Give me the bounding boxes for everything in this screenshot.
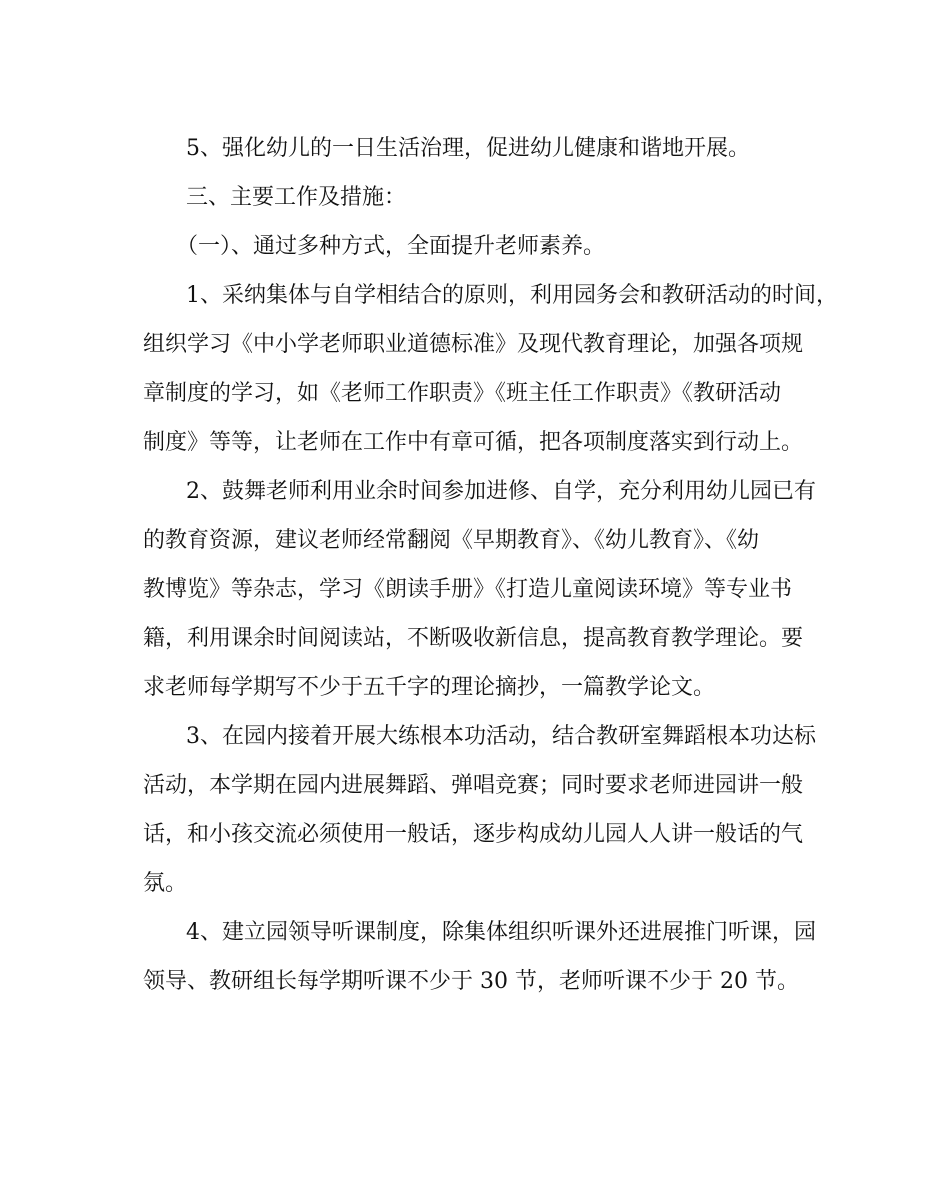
paragraph-2-line-2: 的教育资源，建议老师经常翻阅《早期教育》、《幼儿教育》、《幼: [143, 528, 760, 553]
section-heading: 三、主要工作及措施：: [186, 185, 407, 210]
paragraph-3-line-1: 3、在园内接着开展大练根本功活动，结合教研室舞蹈根本功达标: [186, 724, 816, 749]
paragraph-item-5: 5、强化幼儿的一日生活治理，促进幼儿健康和谐地开展。: [186, 136, 750, 161]
paragraph-4-line-1: 4、建立园领导听课制度，除集体组织听课外还进展推门听课，园: [186, 920, 816, 945]
paragraph-2-line-5: 求老师每学期写不少于五千字的理论摘抄，一篇教学论文。: [143, 675, 716, 700]
paragraph-2-line-4: 籍，利用课余时间阅读站，不断吸收新信息，提高教育教学理论。要: [143, 626, 804, 651]
paragraph-3-line-3: 话，和小孩交流必须使用一般话，逐步构成幼儿园人人讲一般话的气: [143, 822, 804, 847]
paragraph-1-line-1: 1、采纳集体与自学相结合的原则，利用园务会和教研活动的时间，: [186, 283, 838, 308]
paragraph-2-line-3: 教博览》等杂志，学习《朗读手册》《打造儿童阅读环境》等专业书: [143, 577, 793, 602]
paragraph-4-line-2: 领导、教研组长每学期听课不少于 30 节，老师听课不少于 20 节。: [143, 969, 799, 994]
paragraph-3-line-4: 氛。: [143, 871, 188, 896]
paragraph-3-line-2: 活动，本学期在园内进展舞蹈、弹唱竞赛；同时要求老师进园讲一般: [143, 773, 804, 798]
paragraph-1-line-3: 章制度的学习，如《老师工作职责》《班主任工作职责》《教研活动: [143, 381, 782, 406]
paragraph-1-line-2: 组织学习《中小学老师职业道德标准》及现代教育理论，加强各项规: [143, 332, 804, 357]
paragraph-1-line-4: 制度》等等，让老师在工作中有章可循，把各项制度落实到行动上。: [143, 430, 804, 455]
subsection-heading: （一）、通过多种方式，全面提升老师素养。: [176, 234, 606, 259]
paragraph-2-line-1: 2、鼓舞老师利用业余时间参加进修、自学，充分利用幼儿园已有: [186, 479, 816, 504]
